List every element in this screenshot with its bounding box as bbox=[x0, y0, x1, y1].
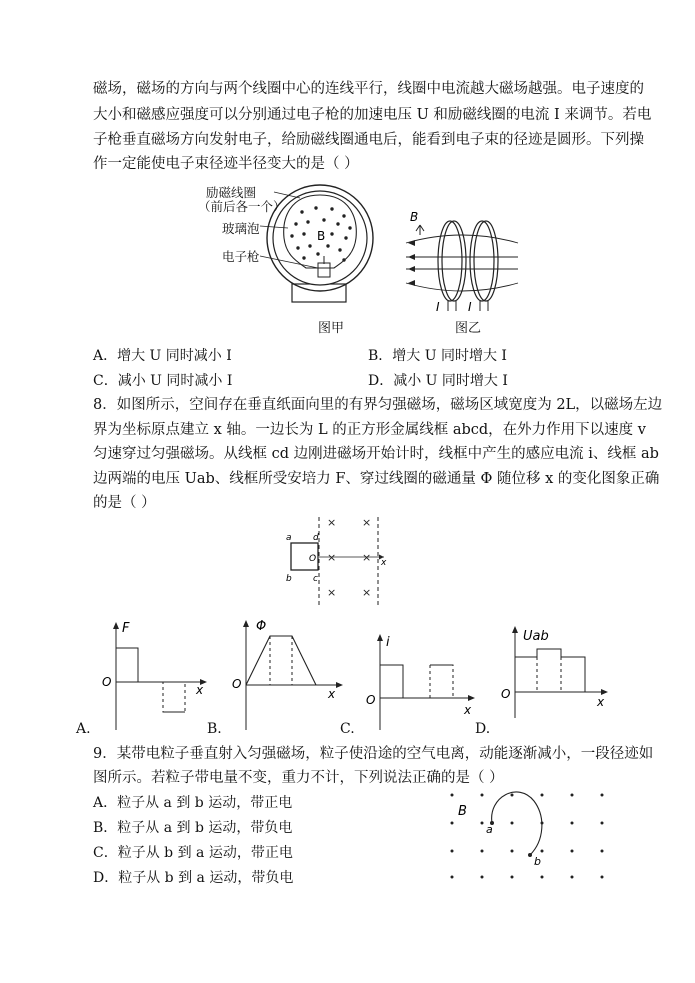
q7-text-line-4: 作一定能使电子束径迹半径变大的是（ ） bbox=[93, 156, 359, 172]
svg-text:×: × bbox=[327, 586, 337, 599]
q9-text-line-1: 9．某带电粒子垂直射入匀强磁场，粒子使沿途的空气电离，动能逐渐减小，一段径迹如 bbox=[93, 746, 654, 762]
q8-text-line-1: 8．如图所示，空间存在垂直纸面向里的有界匀强磁场，磁场区域宽度为 2L，以磁场左边 bbox=[93, 397, 663, 413]
q7-figure-yi bbox=[402, 205, 522, 315]
q8-option-b: B. bbox=[207, 721, 222, 737]
q9-option-a: A．粒子从 a 到 b 运动，带正电 bbox=[93, 795, 293, 811]
current-label-1: I bbox=[436, 300, 440, 314]
f-positive-segment bbox=[116, 648, 138, 682]
q7-text-line-3: 子枪垂直磁场方向发射电子，给励磁线圈通电后，能看到电子束的径迹是圆形。下列操 bbox=[93, 132, 644, 148]
q7-option-b: B．增大 U 同时增大 I bbox=[368, 348, 507, 364]
label-gun: 电子枪 bbox=[222, 249, 260, 264]
vertex-a: a bbox=[286, 533, 292, 543]
origin-o: O bbox=[309, 554, 317, 564]
point-b-dot bbox=[528, 853, 532, 857]
particle-track bbox=[492, 792, 542, 855]
axis-label-phi: Φ bbox=[256, 619, 267, 634]
caption-yi: 图乙 bbox=[455, 321, 482, 336]
q7-text-line-2: 大小和磁感应强度可以分别通过电子枪的加速电压 U 和励磁线圈的电流 I 来调节。若电 bbox=[93, 107, 652, 123]
axis-label-f: F bbox=[122, 621, 130, 636]
label-bulb: 玻璃泡 bbox=[222, 221, 260, 236]
origin-label: O bbox=[232, 677, 242, 691]
axis-x: x bbox=[381, 558, 387, 568]
svg-text:×: × bbox=[362, 551, 372, 564]
q9-field-figure bbox=[440, 785, 615, 885]
q8-text-line-4: 边两端的电压 Uab、线框所受安培力 F、穿过线圈的磁通量 Φ 随位移 x 的变化图象正确 bbox=[93, 471, 660, 487]
i-first-pulse bbox=[380, 665, 403, 698]
i-second-pulse bbox=[430, 665, 453, 698]
field-label-b: B bbox=[458, 804, 467, 819]
q8-graph-b bbox=[220, 618, 345, 733]
axis-label-x: x bbox=[196, 683, 204, 697]
field-label-b-yi: B bbox=[410, 210, 419, 224]
q8-text-line-5: 的是（ ） bbox=[93, 495, 156, 511]
point-a-label: a bbox=[486, 823, 493, 836]
axis-label-x: x bbox=[328, 687, 336, 701]
point-b-label: b bbox=[534, 855, 541, 868]
axis-label-x: x bbox=[464, 703, 472, 717]
q8-graph-d bbox=[495, 620, 615, 720]
q9-text-line-2: 图所示。若粒子带电量不变，重力不计，下列说法正确的是（ ） bbox=[93, 770, 504, 786]
field-dots-grid bbox=[451, 794, 604, 879]
axis-label-x: x bbox=[597, 695, 605, 709]
q9-option-d: D．粒子从 b 到 a 运动，带负电 bbox=[93, 870, 294, 886]
label-coil: 励磁线圈 bbox=[206, 185, 257, 200]
f-negative-box bbox=[163, 682, 185, 712]
svg-text:×: × bbox=[327, 551, 337, 564]
origin-label: O bbox=[366, 693, 376, 707]
q8-graph-a bbox=[88, 618, 213, 733]
phi-trapezoid bbox=[246, 636, 316, 685]
q7-option-a: A．增大 U 同时减小 I bbox=[93, 348, 232, 364]
origin-label: O bbox=[501, 687, 511, 701]
label-coil-note: （前后各一个） bbox=[198, 199, 286, 214]
q8-text-line-2: 界为坐标原点建立 x 轴。一边长为 L 的正方形金属线框 abcd，在外力作用下以速度 v bbox=[93, 422, 646, 438]
q9-option-b: B．粒子从 a 到 b 运动，带负电 bbox=[93, 820, 293, 836]
caption-jia: 图甲 bbox=[318, 321, 345, 336]
q7-text-line-1: 磁场，磁场的方向与两个线圈中心的连线平行，线圈中电流越大磁场越强。电子速度的 bbox=[93, 81, 644, 97]
q8-option-d: D. bbox=[475, 721, 491, 737]
q7-option-d: D．减小 U 同时增大 I bbox=[368, 373, 508, 389]
axis-label-i: i bbox=[386, 635, 390, 650]
field-label-b: B bbox=[317, 229, 326, 243]
q9-option-c: C．粒子从 b 到 a 运动，带正电 bbox=[93, 845, 293, 861]
q8-option-c: C. bbox=[340, 721, 355, 737]
vertex-b: b bbox=[286, 574, 292, 584]
q8-field-figure bbox=[280, 515, 390, 610]
axis-label-uab: Uab bbox=[523, 629, 549, 644]
q8-option-a: A. bbox=[76, 721, 91, 737]
current-label-2: I bbox=[468, 300, 472, 314]
svg-text:×: × bbox=[362, 516, 372, 529]
svg-text:×: × bbox=[362, 586, 372, 599]
svg-text:×: × bbox=[327, 516, 337, 529]
origin-label: O bbox=[102, 675, 112, 689]
q8-text-line-3: 匀速穿过匀强磁场。从线框 cd 边刚进磁场开始计时，线框中产生的感应电流 i、线框 ab bbox=[93, 446, 659, 462]
uab-steps bbox=[515, 649, 585, 692]
vertex-d: d bbox=[313, 533, 319, 543]
q8-graph-c bbox=[360, 628, 480, 733]
q7-option-c: C．减小 U 同时减小 I bbox=[93, 373, 233, 389]
vertex-c: c bbox=[313, 574, 318, 584]
cross-marks bbox=[327, 516, 371, 599]
